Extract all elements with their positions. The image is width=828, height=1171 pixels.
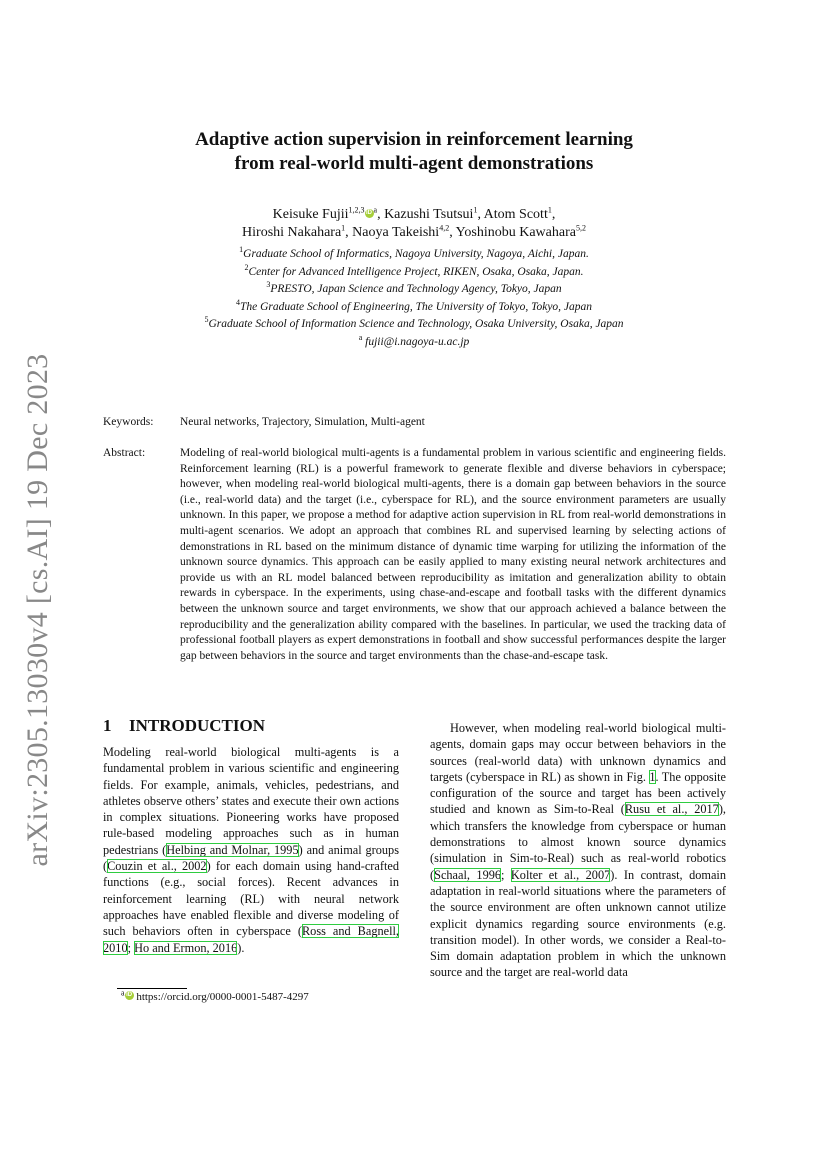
body-text: ) for each domain using hand-crafted functions (e.g., social forces). Recent advances in reinforcement learning (RL) with neural network approaches have enabled flexible and diverse modeling of such behaviors often in cyberspace ( — [103, 859, 399, 939]
body-text: ). — [237, 940, 245, 955]
author-affil-sup: 5,2 — [575, 223, 586, 233]
body-text: Modeling real-world biological multi-agents is a fundamental problem in various scientific and engineering fields. For example, animals, vehicles, pedestrians, and athletes observe others’ states and execute their own actions in complex situations. Pioneering works have proposed rule-based modeling approaches such as in human pedestrians ( — [103, 745, 399, 857]
abstract-label: Abstract: — [103, 447, 146, 459]
section-number: 1 — [103, 716, 112, 735]
affiliation — [100, 316, 728, 334]
affiliation-text: Graduate School of Informatics, Nagoya University, Nagoya, Aichi, Japan. — [243, 248, 589, 260]
title-line-1: Adaptive action supervision in reinforcement learning — [195, 129, 633, 150]
footnote-rule — [117, 988, 187, 989]
affiliation-text: Center for Advanced Intelligence Project, RIKEN, Osaka, Osaka, Japan. — [248, 265, 584, 278]
affiliation-text: Graduate School of Information Science and Technology, Osaka University, Osaka, Japan — [208, 318, 624, 330]
affiliation — [100, 281, 728, 299]
author-name: , Kazushi Tsutsui — [377, 207, 474, 222]
body-text: ). In contrast, domain adaptation in real-world situations where the parameters of the source environment are often unknown cannot utilize explicit dynamics regarding source environments (e.g. transition model). In other words, we consider a Real-to-Sim domain adaptation problem in which the unknown source and the target are real-world data — [430, 867, 726, 980]
arxiv-stamp-text: arXiv:2305.13030v4 [cs.AI] 19 Dec 2023 — [21, 353, 54, 867]
abstract-block — [103, 446, 726, 664]
body-text: ; — [127, 940, 135, 955]
body-text: However, when modeling real-world biological multi-agents, domain gaps may occur between behaviors in the sources (real-world data) with unknown dynamics and targets (cyberspace in RL) as shown in Fig. — [430, 721, 726, 784]
affiliation-sup: 5 — [204, 315, 209, 325]
author-name: Hiroshi Nakahara — [242, 225, 342, 240]
body-text: ), which transfers the knowledge from cyberspace or human demonstrations to almost known source dynamics (simulation in Sim-to-Real) such as real-world robotics ( — [430, 802, 726, 882]
body-text: ) and animal groups ( — [103, 842, 399, 874]
author-list — [100, 206, 728, 242]
author-affil-sup: 1,2,3 — [348, 205, 365, 215]
affiliation-sup: 4 — [235, 297, 240, 307]
author-note-sup: a — [373, 205, 378, 215]
author-name: , Yoshinobu Kawahara — [449, 225, 576, 240]
affiliation — [100, 299, 728, 317]
affiliation-list — [100, 246, 728, 351]
paper-title — [100, 128, 728, 176]
figure-reference-link[interactable]: 1 — [649, 769, 656, 784]
citation-link[interactable]: Rusu et al., 2017 — [624, 802, 719, 817]
affiliation-sup: a — [358, 332, 363, 342]
author-line-2 — [100, 224, 728, 242]
intro-right-column — [430, 720, 726, 981]
email-text[interactable]: fujii@i.nagoya-u.ac.jp — [365, 335, 470, 348]
affiliation-sup: 3 — [266, 280, 271, 290]
keywords-label: Keywords: — [103, 416, 154, 428]
author-email — [100, 334, 728, 352]
affiliation — [100, 246, 728, 264]
body-text: . The opposite configuration of the source and target has been actively studied and known as Sim-to-Real ( — [430, 769, 726, 817]
citation-link[interactable]: Schaal, 1996 — [434, 867, 502, 882]
orcid-url-link[interactable]: https://orcid.org/0000-0001-5487-4297 — [136, 991, 309, 1003]
section-heading — [103, 716, 265, 736]
footnote-sup: a — [121, 988, 125, 998]
orcid-icon[interactable]: iD — [366, 210, 372, 216]
orcid-icon[interactable]: iD — [126, 992, 133, 998]
title-line-2: from real-world multi-agent demonstrations — [234, 153, 594, 174]
affiliation-text: The Graduate School of Engineering, The University of Tokyo, Tokyo, Japan — [239, 300, 593, 313]
abstract-text: Modeling of real-world biological multi-agents is a fundamental problem in various scientific and engineering fields. Reinforcement learning (RL) is a powerful framework to generate flexible and diverse behaviors in cyberspace; however, when modeling real-world biological multi-agents, there is a domain gap between behaviors in the source (i.e., real-world data) and the target (i.e., cyberspace for RL), and the source environment parameters are usually unknown. In this paper, we propose a method for adaptive action supervision in RL from real-world demonstrations in multi-agent scenarios. We adopt an approach that combines RL and supervised learning by selecting actions of demonstrations in RL based on the minimum distance of dynamic time warping for utilizing the information of the unknown source dynamics. This approach can be easily applied to many existing neural network architectures and provide us with an RL model balanced between reproducibility as imitation and generalization ability to obtain rewards in cyberspace. In the experiments, using chase-and-escape and football tasks with the different dynamics between the unknown source and target environments, we show that our approach achieved a balance between the reproducibility and the generalization ability compared with the baselines. In particular, we used the tracking data of professional football players as expert demonstrations in football and show successful performances despite the larger gap between behaviors in the source and target environments than the chase-and-escape task. — [180, 447, 726, 662]
author-affil-sup: 1 — [473, 205, 478, 215]
affiliation — [100, 264, 728, 282]
author-line-1: Keisuke Fujii$^{1,2,3}$ iD $^a$, Kazushi Tsutsui$^1$, Atom Scott$^1$, — [272, 205, 556, 222]
arxiv-stamp — [8, 353, 68, 867]
affiliation-text: PRESTO, Japan Science and Technology Agency, Tokyo, Japan — [270, 283, 562, 295]
footnote — [121, 988, 309, 1003]
author-name: Keisuke Fujii — [272, 207, 349, 222]
author-affil-sup: 1 — [547, 205, 552, 215]
citation-link[interactable]: Kolter et al., 2007 — [510, 867, 611, 882]
body-text: ; — [501, 867, 511, 882]
affiliation-sup: 1 — [239, 245, 244, 255]
citation-link[interactable]: Couzin et al., 2002 — [107, 859, 207, 874]
author-affil-sup: 4,2 — [439, 223, 450, 233]
intro-left-column — [103, 744, 399, 956]
author-name: , Naoya Takeishi — [345, 225, 440, 240]
author-affil-sup: 1 — [341, 223, 346, 233]
section-title: INTRODUCTION — [129, 716, 266, 735]
keywords-text: Neural networks, Trajectory, Simulation, Multi-agent — [180, 416, 425, 428]
citation-link[interactable]: Ho and Ermon, 2016 — [134, 940, 238, 955]
citation-link[interactable]: Helbing and Molnar, 1995 — [166, 842, 299, 857]
affiliation-sup: 2 — [244, 262, 249, 272]
citation-link[interactable]: Ross and Bagnell, 2010 — [103, 924, 399, 955]
author-name: , Atom Scott — [477, 207, 548, 222]
